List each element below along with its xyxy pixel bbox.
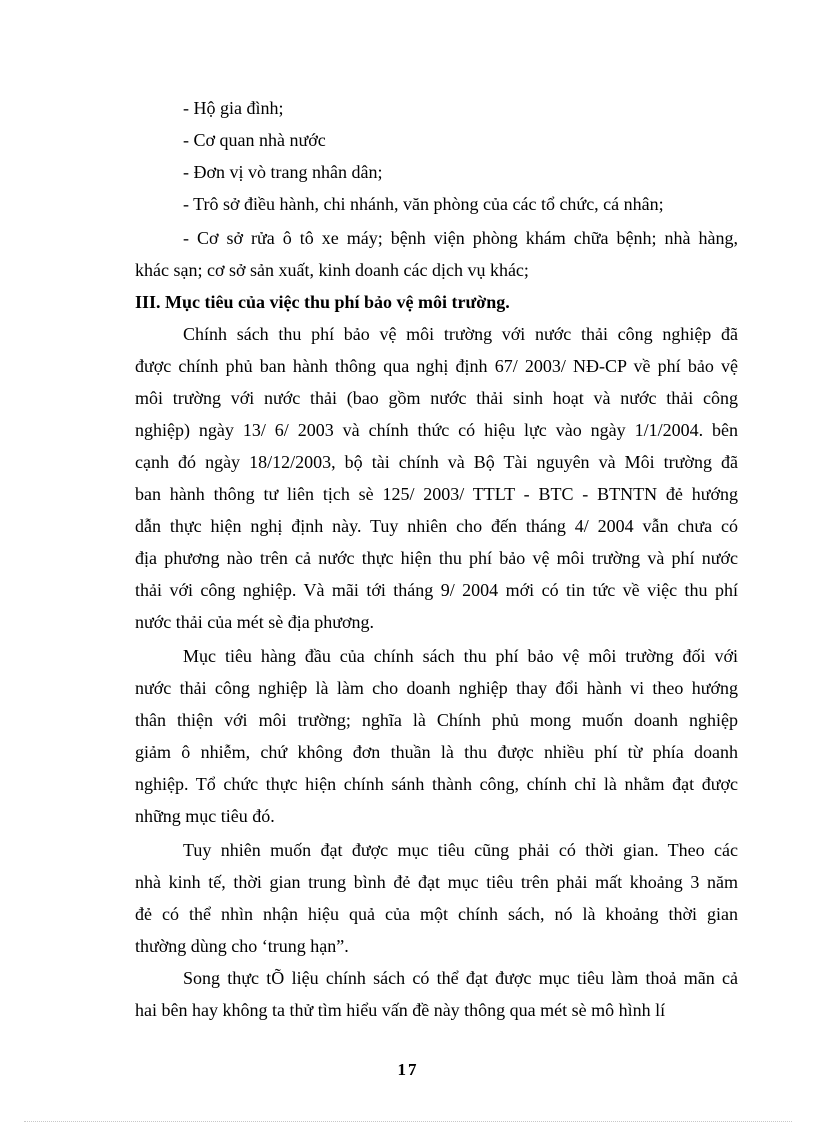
paragraph-line: hai bên hay không ta thử tìm hiểu vấn đề này thông qua mét sè mô hình lí — [135, 1000, 666, 1020]
paragraph-line: dẫn thực hiện nghị định này. Tuy nhiên cho đến tháng 4/ 2004 vẫn chưa có — [135, 516, 738, 536]
paragraph-line: được chính phủ ban hành thông qua nghị định 67/ 2003/ NĐ-CP về phí bảo vệ — [135, 356, 738, 376]
paragraph-line: đẻ có thể nhìn nhận hiệu quả của một chính sách, nó là khoảng thời gian — [135, 904, 738, 924]
paragraph-line: nghiệp) ngày 13/ 6/ 2003 và chính thức có hiệu lực vào ngày 1/1/2004. bên — [135, 420, 738, 440]
bullet-continuation: khác sạn; cơ sở sản xuất, kinh doanh các dịch vụ khác; — [135, 260, 529, 280]
paragraph-line: thân thiện với môi trường; nghĩa là Chính phủ mong muốn doanh nghiệp — [135, 710, 738, 730]
bullet-item: - Hộ gia đình; — [183, 98, 284, 118]
paragraph-line: Song thực tÕ liệu chính sách có thể đạt được mục tiêu làm thoả mãn cả — [183, 968, 738, 988]
paragraph-line: những mục tiêu đó. — [135, 806, 275, 826]
section-heading: III. Mục tiêu của việc thu phí bảo vệ môi trường. — [135, 292, 510, 312]
bullet-item: - Cơ quan nhà nước — [183, 130, 326, 150]
paragraph-line: cạnh đó ngày 18/12/2003, bộ tài chính và Bộ Tài nguyên và Môi trường đã — [135, 452, 738, 472]
paragraph-line: địa phương nào trên cả nước thực hiện thu phí bảo vệ môi trường và phí nước — [135, 548, 738, 568]
paragraph-line: môi trường với nước thải (bao gồm nước thải sinh hoạt và nước thải công — [135, 388, 738, 408]
paragraph-line: thải với công nghiệp. Và mãi tới tháng 9/ 2004 mới có tin tức về việc thu phí — [135, 580, 738, 600]
page-number: 17 — [397, 1060, 419, 1079]
bullet-item: - Trô sở điều hành, chi nhánh, văn phòng của các tổ chức, cá nhân; — [183, 194, 664, 214]
paragraph-line: Chính sách thu phí bảo vệ môi trường với nước thải công nghiệp đã — [183, 324, 738, 344]
paragraph-line: Mục tiêu hàng đầu của chính sách thu phí bảo vệ môi trường đối với — [183, 646, 738, 666]
paragraph-line: ban hành thông tư liên tịch sè 125/ 2003/ TTLT - BTC - BTNTN đẻ hướng — [135, 484, 738, 504]
paragraph-line: thường dùng cho ‘trung hạn”. — [135, 936, 349, 956]
paragraph-line: Tuy nhiên muốn đạt được mục tiêu cũng phải có thời gian. Theo các — [183, 840, 738, 860]
page-bottom-rule — [24, 1121, 792, 1122]
paragraph-line: nhà kinh tế, thời gian trung bình đẻ đạt mục tiêu trên phải mất khoảng 3 năm — [135, 872, 738, 892]
paragraph-line: nước thải công nghiệp là làm cho doanh nghiệp thay đổi hành vi theo hướng — [135, 678, 738, 698]
bullet-item: - Cơ sở rửa ô tô xe máy; bệnh viện phòng khám chữa bệnh; nhà hàng, — [183, 228, 738, 248]
paragraph-line: giảm ô nhiễm, chứ không đơn thuần là thu được nhiều phí từ phía doanh — [135, 742, 738, 762]
paragraph-line: nước thải của mét sè địa phương. — [135, 612, 374, 632]
paragraph-line: nghiệp. Tổ chức thực hiện chính sánh thành công, chính chỉ là nhằm đạt được — [135, 774, 738, 794]
bullet-item: - Đơn vị vò trang nhân dân; — [183, 162, 383, 182]
